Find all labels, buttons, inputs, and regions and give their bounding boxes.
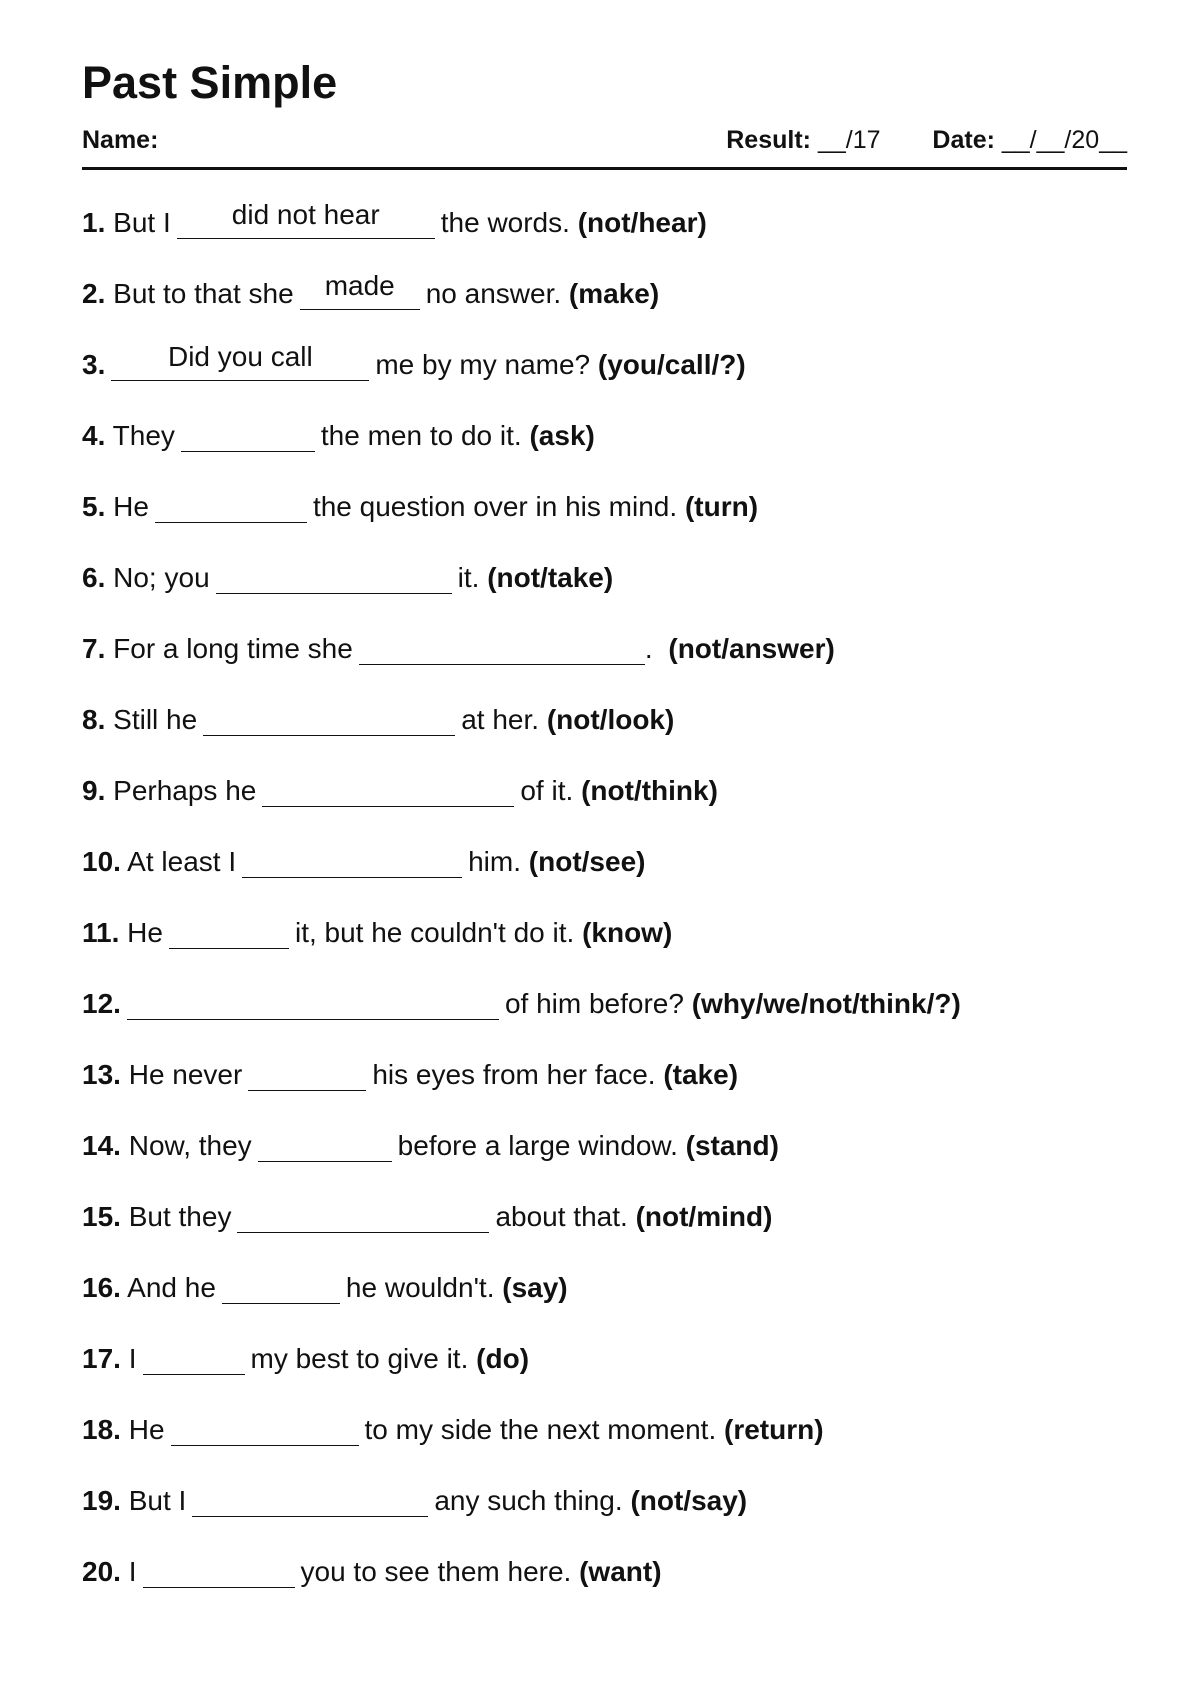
answer-blank[interactable]	[258, 1126, 392, 1166]
question-item	[82, 913, 672, 953]
answer-blank[interactable]	[359, 629, 645, 669]
verb-hint: (stand)	[685, 1130, 779, 1161]
answer-line	[248, 1090, 366, 1091]
question-text-after: his eyes from her face.	[372, 1059, 656, 1090]
question-text-after: no answer.	[425, 278, 562, 309]
answer-line	[242, 877, 462, 878]
question-text-after: my best to give it.	[250, 1343, 469, 1374]
answer-blank[interactable]	[111, 341, 369, 385]
answer-line	[181, 451, 315, 452]
question-text-after: .	[644, 633, 653, 664]
question-text-after: he wouldn't.	[345, 1272, 495, 1303]
answer-line	[111, 380, 369, 381]
question-number: 2.	[82, 278, 106, 309]
question-number: 19.	[82, 1485, 121, 1516]
question-item	[82, 199, 707, 243]
question-number: 14.	[82, 1130, 121, 1161]
result-date-area	[726, 124, 1127, 156]
answer-line	[171, 1445, 359, 1446]
verb-hint: (take)	[663, 1059, 739, 1090]
answer-line	[169, 948, 289, 949]
question-text-before: He	[127, 917, 163, 948]
verb-hint: (say)	[502, 1272, 568, 1303]
question-item	[82, 842, 645, 882]
question-text-before: For a long time she	[113, 633, 353, 664]
verb-hint: (not/see)	[528, 846, 646, 877]
question-text-before: Now, they	[128, 1130, 252, 1161]
answer-text: made	[324, 270, 395, 301]
question-number: 17.	[82, 1343, 121, 1374]
question-text-before: He	[113, 491, 149, 522]
question-text-after: any such thing.	[434, 1485, 623, 1516]
question-text-before: He never	[128, 1059, 243, 1090]
name-label: Name:	[82, 126, 159, 154]
question-text-before: But I	[113, 207, 171, 238]
answer-line	[143, 1587, 295, 1588]
answer-line	[237, 1232, 489, 1233]
answer-blank[interactable]	[203, 700, 455, 740]
answer-blank[interactable]	[155, 487, 307, 527]
question-text-before: They	[112, 420, 175, 451]
question-text-before: But to that she	[113, 278, 294, 309]
answer-line	[216, 593, 452, 594]
answer-line	[155, 522, 307, 523]
verb-hint: (not/take)	[487, 562, 614, 593]
question-number: 4.	[82, 420, 106, 451]
question-text-after: about that.	[495, 1201, 628, 1232]
answer-line	[262, 806, 514, 807]
answer-line	[143, 1374, 245, 1375]
answer-line	[300, 309, 420, 310]
verb-hint: (not/say)	[630, 1485, 748, 1516]
answer-line	[359, 664, 645, 665]
question-number: 13.	[82, 1059, 121, 1090]
verb-hint: (do)	[476, 1343, 530, 1374]
answer-line	[222, 1303, 340, 1304]
question-text-before: At least I	[127, 846, 237, 877]
question-item	[82, 270, 660, 314]
question-item	[82, 1268, 568, 1308]
question-number: 20.	[82, 1556, 121, 1587]
page-title: Past Simple	[82, 57, 338, 108]
question-number: 6.	[82, 562, 106, 593]
question-number: 3.	[82, 349, 106, 380]
question-text-before: And he	[127, 1272, 216, 1303]
question-item	[82, 771, 718, 811]
answer-blank[interactable]	[242, 842, 462, 882]
answer-blank[interactable]	[143, 1339, 245, 1379]
question-text-after: you to see them here.	[300, 1556, 572, 1587]
answer-blank[interactable]	[222, 1268, 340, 1308]
question-number: 5.	[82, 491, 106, 522]
question-number: 11.	[82, 917, 120, 948]
verb-hint: (not/answer)	[668, 633, 835, 664]
question-text-before: No; you	[113, 562, 210, 593]
verb-hint: (want)	[579, 1556, 662, 1587]
verb-hint: (not/think)	[581, 775, 718, 806]
question-text-before: I	[128, 1343, 137, 1374]
question-text-after: before a large window.	[397, 1130, 678, 1161]
question-text-after: me by my name?	[375, 349, 591, 380]
question-text-after: the question over in his mind.	[312, 491, 678, 522]
date-label: Date:	[932, 126, 995, 154]
answer-text: Did you call	[167, 341, 313, 372]
question-item	[82, 1126, 779, 1166]
question-number: 1.	[82, 207, 106, 238]
question-text-after: the men to do it.	[320, 420, 522, 451]
question-number: 7.	[82, 633, 106, 664]
question-item	[82, 700, 674, 740]
question-number: 16.	[82, 1272, 121, 1303]
worksheet-header	[82, 124, 1127, 156]
answer-line	[258, 1161, 392, 1162]
question-text-before: But they	[128, 1201, 232, 1232]
question-item	[82, 1197, 772, 1237]
question-item	[82, 341, 746, 385]
question-number: 8.	[82, 704, 106, 735]
question-item	[82, 487, 758, 527]
question-item	[82, 1481, 747, 1521]
answer-blank[interactable]	[248, 1055, 366, 1095]
answer-blank[interactable]	[192, 1481, 428, 1521]
question-text-after: it, but he couldn't do it.	[294, 917, 575, 948]
question-number: 18.	[82, 1414, 121, 1445]
question-number: 12.	[82, 988, 121, 1019]
result-label: Result:	[726, 126, 811, 154]
answer-line	[192, 1516, 428, 1517]
verb-hint: (turn)	[684, 491, 759, 522]
question-text-before: He	[128, 1414, 165, 1445]
question-text-after: to my side the next moment.	[364, 1414, 717, 1445]
result-value: __/17	[817, 126, 881, 154]
verb-hint: (make)	[568, 278, 660, 309]
question-text-before: But I	[128, 1485, 187, 1516]
header-divider	[82, 167, 1127, 170]
verb-hint: (why/we/not/think/?)	[691, 988, 961, 1019]
verb-hint: (not/mind)	[635, 1201, 773, 1232]
question-number: 15.	[82, 1201, 121, 1232]
question-text-after: it.	[457, 562, 480, 593]
question-text-before: Perhaps he	[113, 775, 257, 806]
answer-blank[interactable]	[171, 1410, 359, 1450]
answer-blank[interactable]	[169, 913, 289, 953]
answer-blank[interactable]	[127, 984, 499, 1024]
verb-hint: (you/call/?)	[597, 349, 746, 380]
answer-line	[203, 735, 455, 736]
question-item	[82, 629, 835, 669]
answer-blank[interactable]	[262, 771, 514, 811]
verb-hint: (return)	[724, 1414, 824, 1445]
answer-blank[interactable]	[177, 199, 435, 243]
verb-hint: (know)	[582, 917, 673, 948]
answer-blank[interactable]	[143, 1552, 295, 1592]
date-value: __/__/20__	[1001, 126, 1127, 154]
question-item	[82, 1410, 824, 1450]
question-text-before: I	[128, 1556, 137, 1587]
question-item	[82, 558, 613, 598]
question-text-after: of it.	[520, 775, 574, 806]
verb-hint: (ask)	[529, 420, 595, 451]
answer-line	[177, 238, 435, 239]
question-text-after: of him before?	[504, 988, 684, 1019]
verb-hint: (not/look)	[546, 704, 675, 735]
answer-blank[interactable]	[300, 270, 420, 314]
answer-blank[interactable]	[181, 416, 315, 456]
question-number: 9.	[82, 775, 106, 806]
question-text-after: him.	[468, 846, 522, 877]
question-text-before: Still he	[113, 704, 198, 735]
question-item	[82, 416, 595, 456]
question-item	[82, 1339, 529, 1379]
answer-line	[127, 1019, 499, 1020]
answer-text: did not hear	[231, 199, 380, 230]
answer-blank[interactable]	[216, 558, 452, 598]
question-item	[82, 1055, 738, 1095]
verb-hint: (not/hear)	[577, 207, 707, 238]
question-text-after: the words.	[440, 207, 570, 238]
question-item	[82, 1552, 662, 1592]
question-item	[82, 984, 961, 1024]
question-number: 10.	[82, 846, 121, 877]
answer-blank[interactable]	[237, 1197, 489, 1237]
question-text-after: at her.	[461, 704, 540, 735]
